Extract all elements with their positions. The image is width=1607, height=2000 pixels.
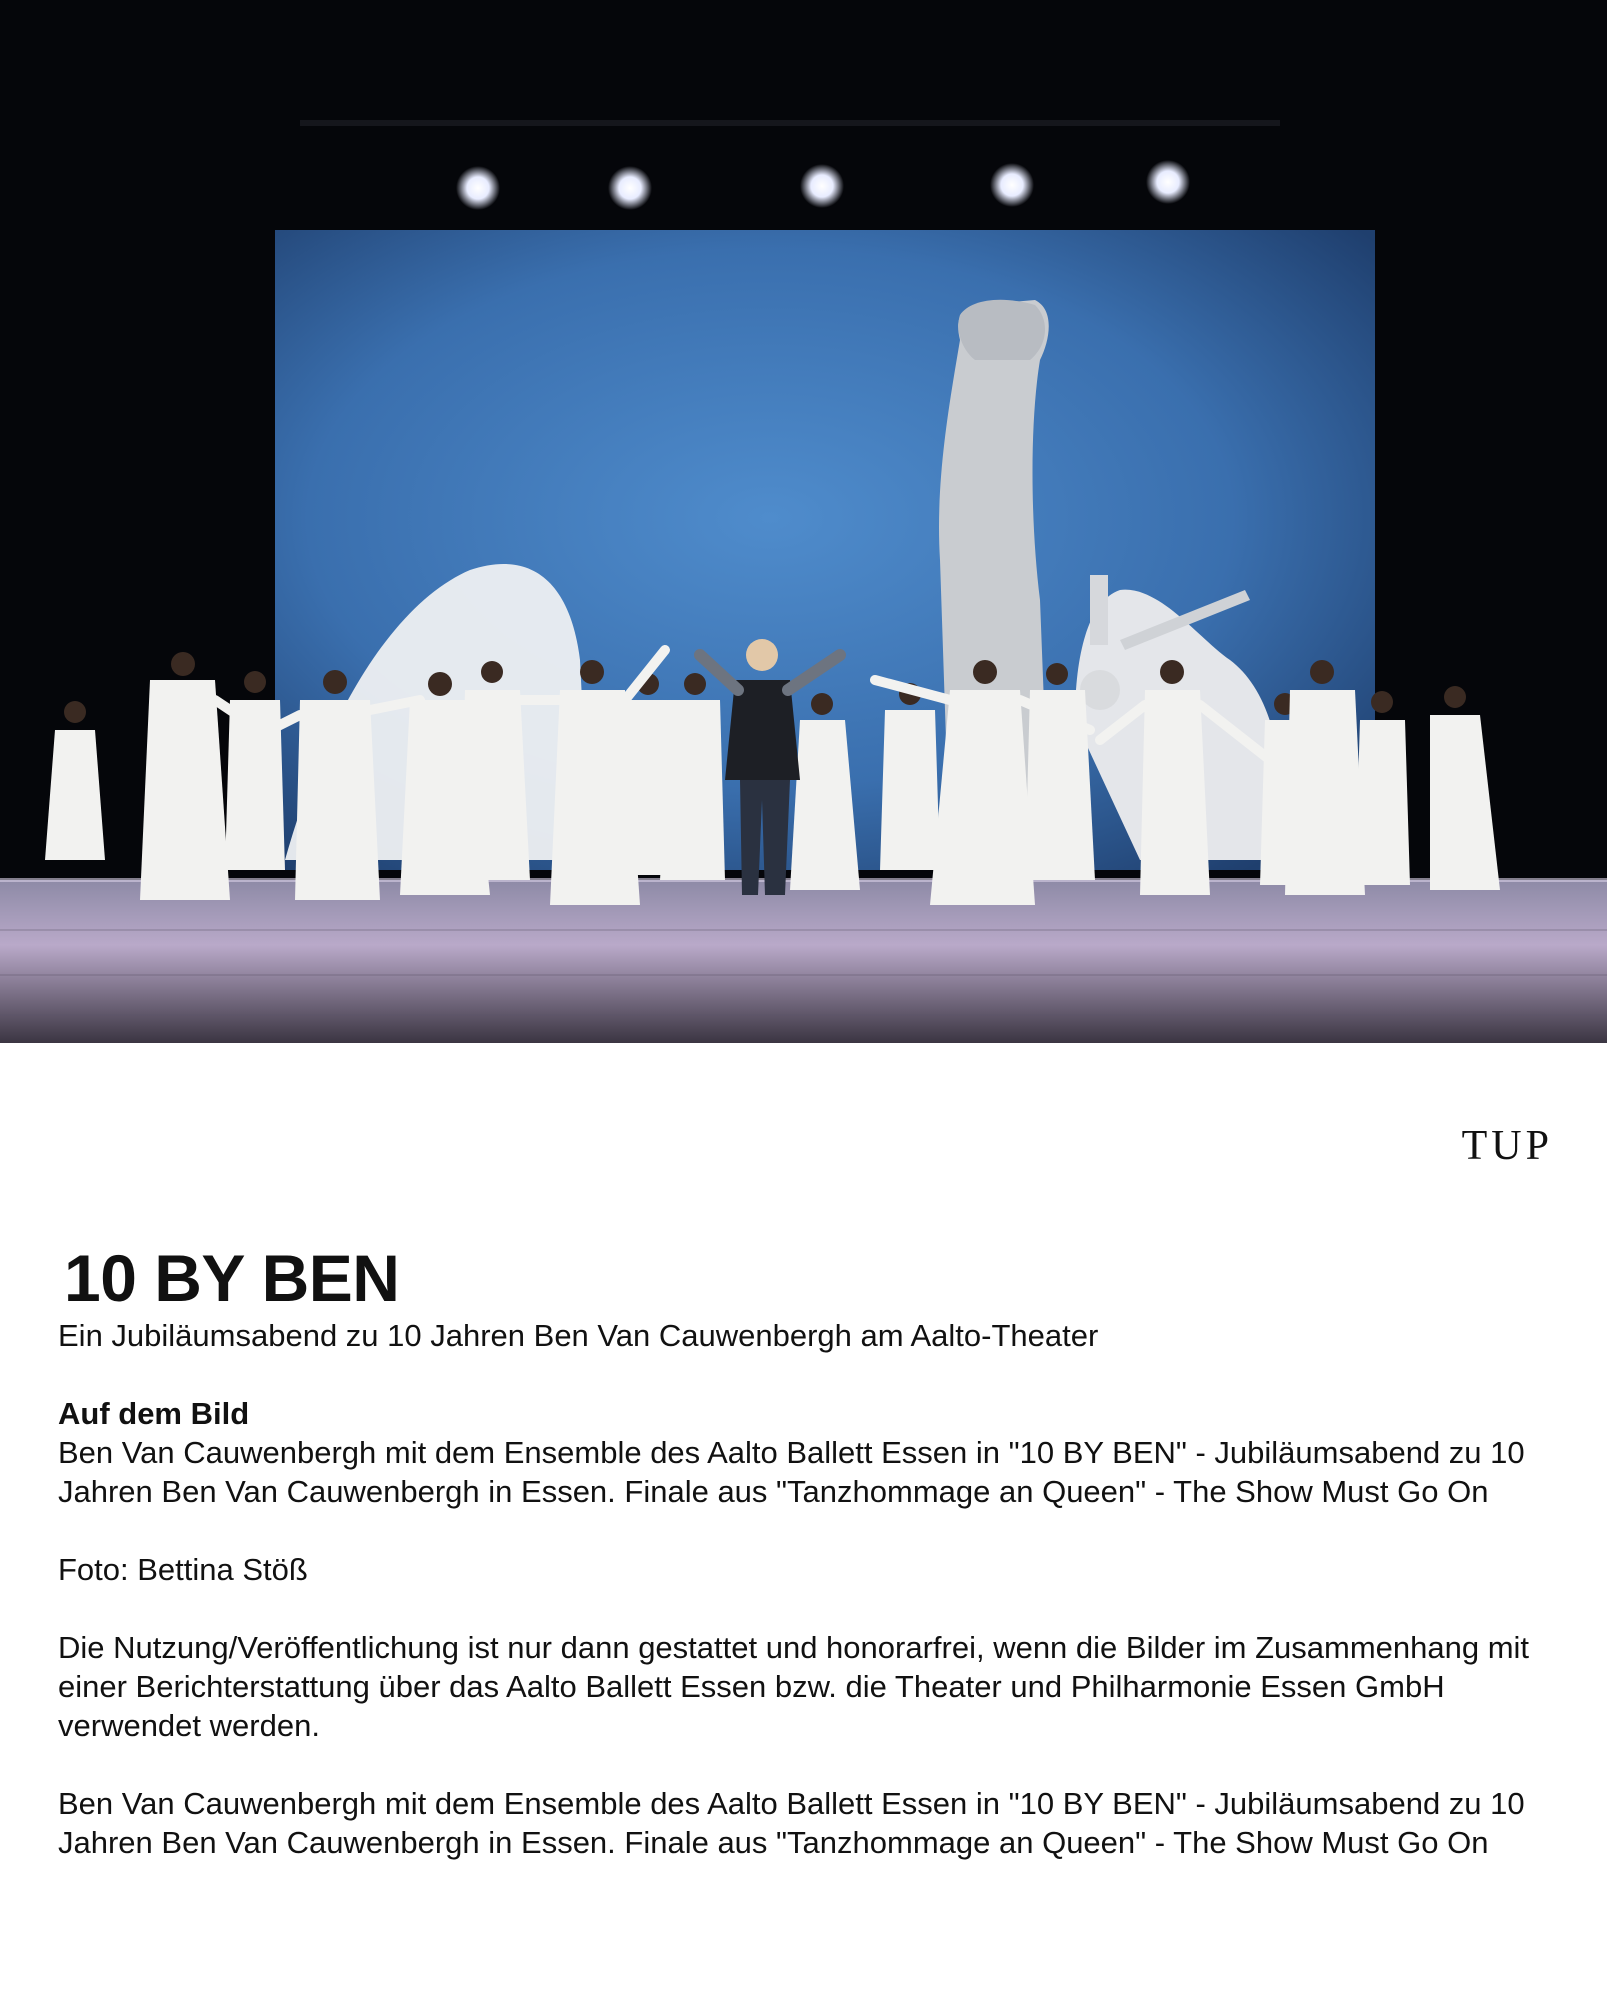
picture-caption: Ben Van Cauwenbergh mit dem Ensemble des Aalto Ballett Essen in "10 BY BEN" - Jubiläumsabend zu 10 Jahren Ben Van Cauwenbergh in Essen. Finale aus "Tanzhommage an Queen" - The Show Must Go On — [58, 1435, 1525, 1509]
page-title: 10 BY BEN — [64, 1241, 400, 1315]
subtitle: Ein Jubiläumsabend zu 10 Jahren Ben Van Cauwenbergh am Aalto-Theater — [58, 1318, 1099, 1353]
tup-logo: TUP — [1461, 1123, 1553, 1169]
description-block — [58, 1316, 1558, 1862]
caption-repeat: Ben Van Cauwenbergh mit dem Ensemble des Aalto Ballett Essen in "10 BY BEN" - Jubiläumsabend zu 10 Jahren Ben Van Cauwenbergh in Essen. Finale aus "Tanzhommage an Queen" - The Show Must Go On — [58, 1786, 1525, 1860]
photo-credit: Foto: Bettina Stöß — [58, 1552, 308, 1587]
usage-note: Die Nutzung/Veröffentlichung ist nur dann gestattet und honorarfrei, wenn die Bilder im Zusammenhang mit einer Berichterstattung über das Aalto Ballett Essen bzw. die Theater und Philharmonie Essen GmbH verwendet werden. — [58, 1630, 1530, 1743]
picture-heading: Auf dem Bild — [58, 1396, 250, 1431]
